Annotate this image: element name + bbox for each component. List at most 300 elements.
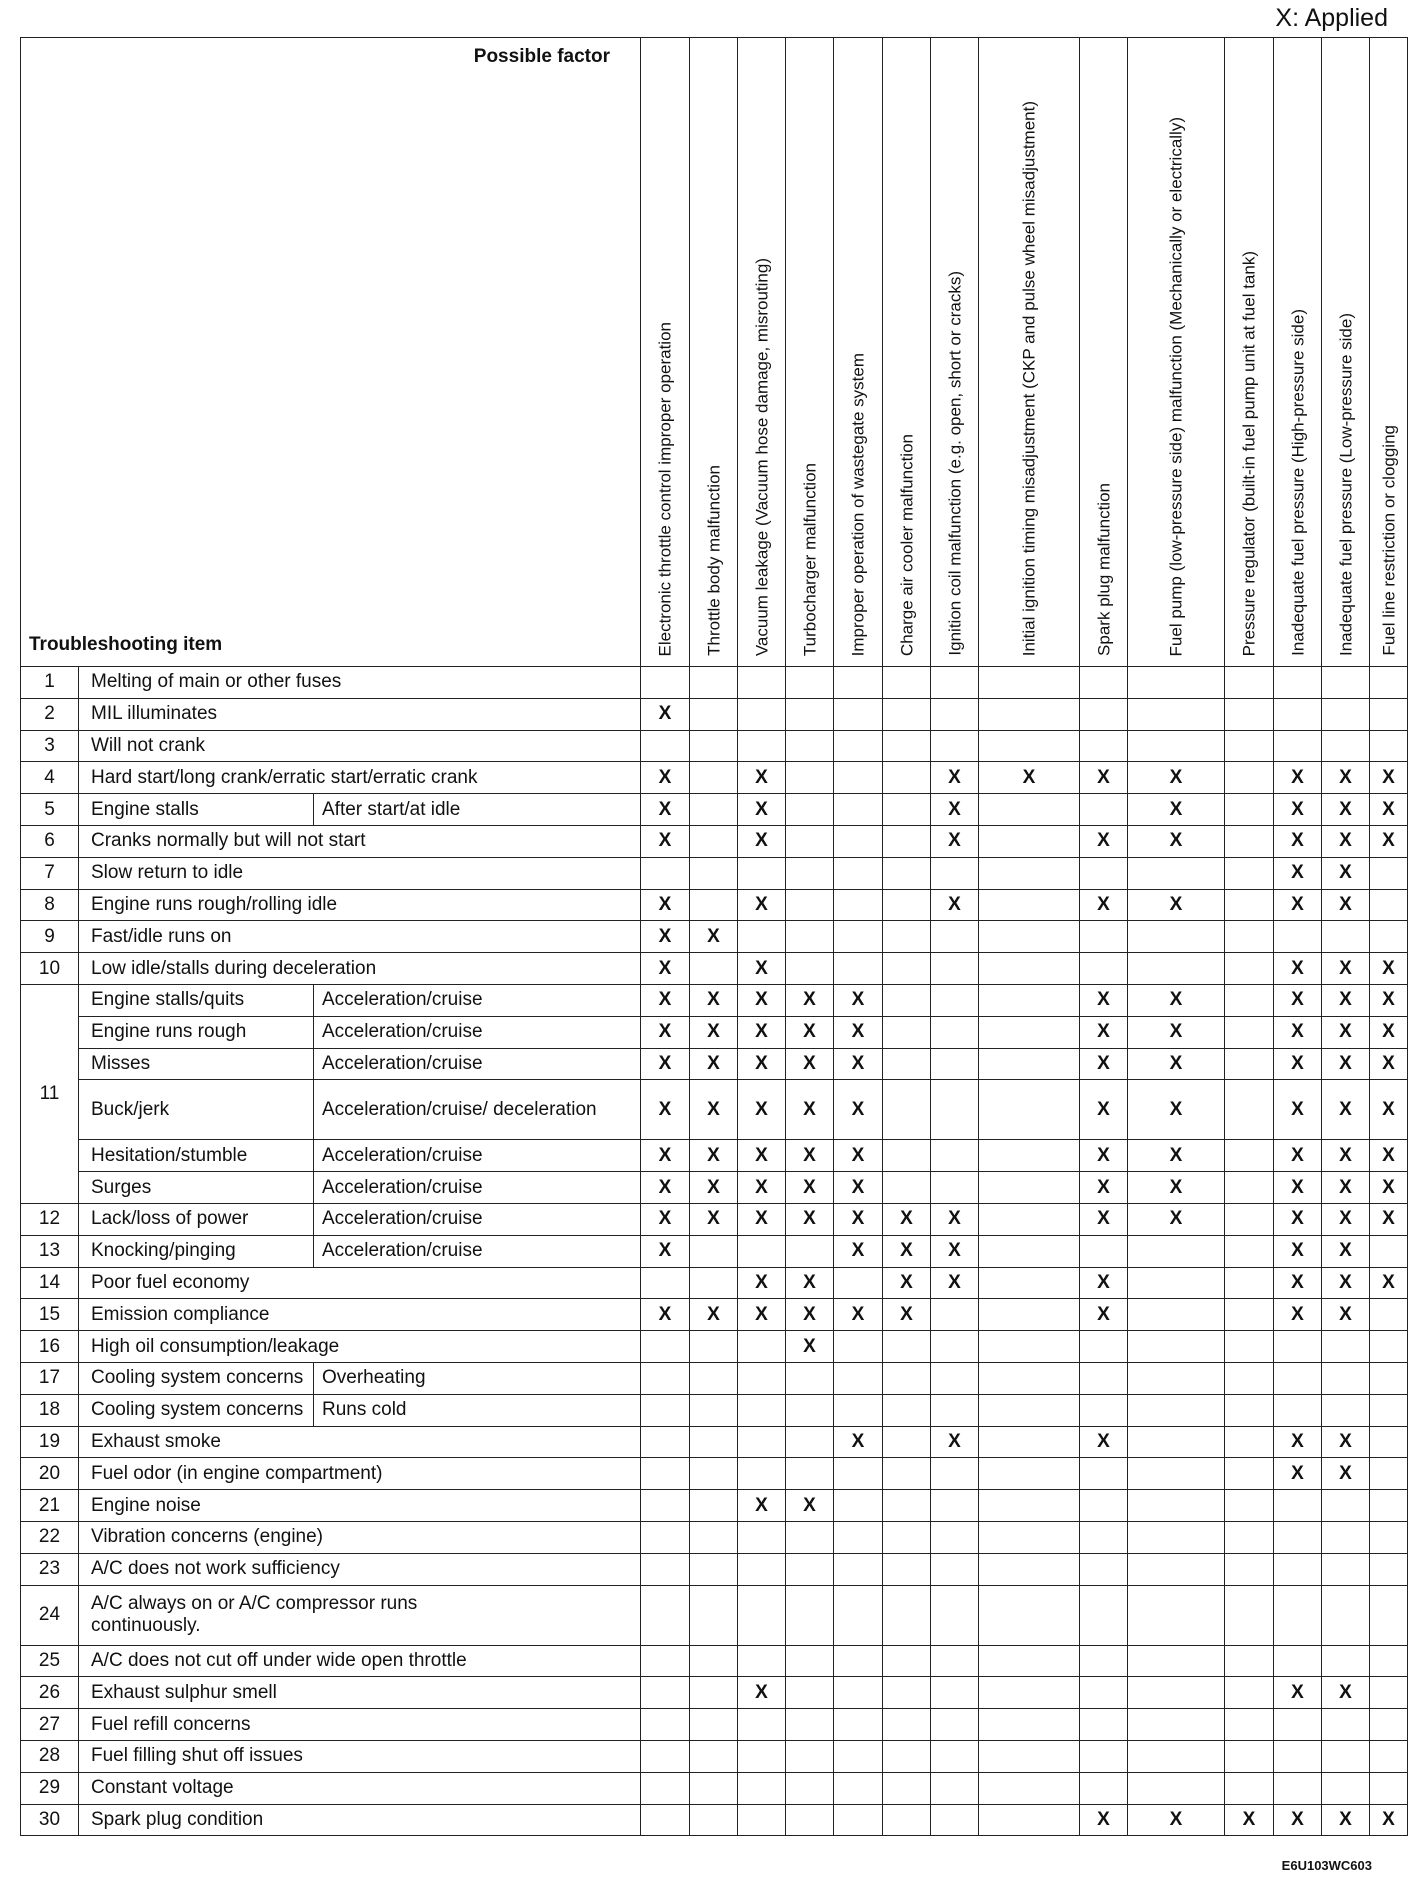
factor-mark-cell — [1370, 667, 1408, 699]
trouble-item: Will not crank — [79, 730, 641, 762]
row-number: 12 — [21, 1203, 79, 1235]
factor-mark-cell — [690, 1645, 738, 1677]
factor-mark-cell — [1370, 984, 1408, 1016]
factor-mark-cell — [738, 794, 786, 826]
factor-mark-cell — [786, 1585, 834, 1645]
applied-mark: X — [1097, 830, 1110, 852]
factor-mark-cell — [786, 825, 834, 857]
applied-mark: X — [1169, 1098, 1183, 1120]
applied-mark: X — [1169, 1144, 1183, 1166]
troubleshooting-table — [20, 37, 1408, 1836]
factor-mark-cell — [1322, 1267, 1370, 1299]
factor-mark-cell — [786, 1740, 834, 1772]
factor-mark-cell — [931, 1394, 979, 1426]
factor-label: Vacuum leakage (Vacuum hose damage, misrouting) — [752, 257, 771, 656]
factor-mark-cell — [1274, 1772, 1322, 1804]
factor-mark-cell — [1128, 1490, 1225, 1522]
factor-mark-cell — [834, 1362, 883, 1394]
applied-mark: X — [755, 830, 768, 852]
factor-mark-cell — [883, 984, 931, 1016]
troubleshooting-item-label: Troubleshooting item — [29, 634, 223, 655]
factor-mark-cell — [979, 1080, 1080, 1140]
applied-mark: X — [851, 1430, 865, 1452]
factor-mark-cell — [1225, 1804, 1274, 1836]
factor-mark-cell — [834, 1235, 883, 1267]
factor-mark-cell — [1128, 1772, 1225, 1804]
factor-mark-cell — [883, 1804, 931, 1836]
factor-mark-cell — [979, 1140, 1080, 1172]
applied-mark: X — [1097, 989, 1110, 1011]
applied-mark: X — [755, 1098, 768, 1120]
factor-mark-cell — [786, 730, 834, 762]
factor-mark-cell — [690, 1804, 738, 1836]
applied-mark: X — [851, 1098, 865, 1120]
applied-mark: X — [1097, 1021, 1110, 1043]
factor-mark-cell — [1274, 953, 1322, 985]
factor-mark-cell — [931, 1048, 979, 1080]
factor-mark-cell — [1322, 1426, 1370, 1458]
factor-mark-cell — [979, 1490, 1080, 1522]
factor-mark-cell — [834, 1331, 883, 1363]
factor-mark-cell — [1225, 1553, 1274, 1585]
applied-mark: X — [658, 1240, 672, 1262]
factor-mark-cell — [738, 1080, 786, 1140]
factor-mark-cell — [690, 1585, 738, 1645]
factor-mark-cell — [641, 1080, 690, 1140]
factor-mark-cell — [1225, 1080, 1274, 1140]
row-number: 2 — [21, 698, 79, 730]
factor-mark-cell — [834, 1490, 883, 1522]
applied-mark: X — [1339, 798, 1352, 820]
factor-mark-cell — [883, 1740, 931, 1772]
factor-mark-cell — [931, 1804, 979, 1836]
table-row — [21, 1267, 1408, 1299]
factor-mark-cell — [786, 1521, 834, 1553]
factor-mark-cell — [883, 1709, 931, 1741]
trouble-item: Cranks normally but will not start — [79, 825, 641, 857]
applied-mark: X — [1382, 1144, 1395, 1166]
factor-mark-cell — [641, 1709, 690, 1741]
factor-mark-cell — [641, 1645, 690, 1677]
applied-mark: X — [851, 1052, 865, 1074]
factor-mark-cell — [1274, 1172, 1322, 1204]
factor-mark-cell — [1128, 1235, 1225, 1267]
factor-mark-cell — [1080, 730, 1128, 762]
factor-mark-cell — [738, 1426, 786, 1458]
factor-mark-cell — [738, 1458, 786, 1490]
factor-mark-cell — [1274, 1267, 1322, 1299]
factor-mark-cell — [834, 1645, 883, 1677]
applied-mark: X — [658, 893, 672, 915]
factor-mark-cell — [834, 1048, 883, 1080]
factor-mark-cell — [979, 1553, 1080, 1585]
factor-mark-cell — [1225, 1267, 1274, 1299]
factor-header-5 — [834, 38, 883, 667]
factor-mark-cell — [786, 953, 834, 985]
factor-mark-cell — [979, 1426, 1080, 1458]
factor-mark-cell — [1225, 857, 1274, 889]
row-number: 21 — [21, 1490, 79, 1522]
factor-mark-cell — [1128, 1299, 1225, 1331]
factor-mark-cell — [786, 921, 834, 953]
applied-mark: X — [1291, 830, 1304, 852]
applied-mark: X — [1339, 893, 1352, 915]
factor-mark-cell — [1322, 1772, 1370, 1804]
factor-mark-cell — [931, 1677, 979, 1709]
factor-mark-cell — [883, 1172, 931, 1204]
factor-mark-cell — [641, 1458, 690, 1490]
factor-mark-cell — [738, 1645, 786, 1677]
factor-mark-cell — [1322, 1645, 1370, 1677]
applied-mark: X — [803, 1494, 816, 1516]
applied-mark: X — [1291, 1681, 1304, 1703]
row-number: 19 — [21, 1426, 79, 1458]
applied-mark: X — [803, 1098, 816, 1120]
factor-mark-cell — [883, 953, 931, 985]
factor-mark-cell — [690, 1709, 738, 1741]
factor-mark-cell — [641, 984, 690, 1016]
factor-mark-cell — [834, 1804, 883, 1836]
trouble-item: Spark plug condition — [79, 1804, 641, 1836]
factor-mark-cell — [641, 698, 690, 730]
factor-mark-cell — [883, 1267, 931, 1299]
applied-mark: X — [1097, 1098, 1110, 1120]
factor-mark-cell — [1225, 1362, 1274, 1394]
row-number: 24 — [21, 1585, 79, 1645]
factor-mark-cell — [883, 1585, 931, 1645]
trouble-condition: Runs cold — [314, 1394, 641, 1426]
factor-mark-cell — [690, 889, 738, 921]
factor-mark-cell — [1080, 1772, 1128, 1804]
factor-mark-cell — [690, 1521, 738, 1553]
factor-mark-cell — [1128, 1645, 1225, 1677]
factor-mark-cell — [1322, 1521, 1370, 1553]
applied-mark: X — [755, 1052, 768, 1074]
factor-mark-cell — [1370, 1521, 1408, 1553]
trouble-item: Melting of main or other fuses — [79, 667, 641, 699]
factor-mark-cell — [1128, 1016, 1225, 1048]
trouble-item: A/C always on or A/C compressor runs continuously. — [79, 1585, 641, 1645]
factor-mark-cell — [931, 1331, 979, 1363]
factor-mark-cell — [1274, 984, 1322, 1016]
applied-mark: X — [755, 1208, 768, 1230]
factor-mark-cell — [1225, 1709, 1274, 1741]
factor-mark-cell — [786, 1490, 834, 1522]
factor-mark-cell — [1274, 825, 1322, 857]
applied-mark: X — [851, 1144, 865, 1166]
applied-mark: X — [658, 703, 672, 725]
factor-mark-cell — [641, 1172, 690, 1204]
factor-mark-cell — [979, 667, 1080, 699]
factor-mark-cell — [1128, 889, 1225, 921]
factor-mark-cell — [738, 921, 786, 953]
row-number: 28 — [21, 1740, 79, 1772]
applied-mark: X — [1339, 830, 1352, 852]
factor-mark-cell — [931, 1458, 979, 1490]
factor-mark-cell — [931, 1772, 979, 1804]
factor-mark-cell — [786, 1203, 834, 1235]
applied-mark: X — [1169, 1208, 1183, 1230]
factor-mark-cell — [1080, 1553, 1128, 1585]
factor-label: Throttle body malfunction — [704, 465, 723, 656]
factor-mark-cell — [786, 762, 834, 794]
table-row — [21, 1426, 1408, 1458]
factor-mark-cell — [690, 1677, 738, 1709]
applied-mark: X — [1339, 1681, 1352, 1703]
factor-mark-cell — [641, 921, 690, 953]
factor-header-3 — [738, 38, 786, 667]
factor-mark-cell — [738, 1490, 786, 1522]
factor-mark-cell — [641, 1553, 690, 1585]
applied-mark: X — [900, 1303, 913, 1325]
factor-mark-cell — [738, 1203, 786, 1235]
applied-mark: X — [707, 1021, 720, 1043]
table-row — [21, 730, 1408, 762]
factor-mark-cell — [834, 984, 883, 1016]
factor-mark-cell — [1322, 1490, 1370, 1522]
table-row — [21, 667, 1408, 699]
applied-mark: X — [803, 1208, 816, 1230]
factor-mark-cell — [883, 1331, 931, 1363]
factor-mark-cell — [690, 1426, 738, 1458]
applied-mark: X — [1097, 1208, 1110, 1230]
applied-mark: X — [1291, 1271, 1304, 1293]
factor-mark-cell — [1128, 1521, 1225, 1553]
factor-mark-cell — [641, 1016, 690, 1048]
applied-mark: X — [1382, 766, 1395, 788]
factor-mark-cell — [1225, 1203, 1274, 1235]
factor-mark-cell — [1322, 857, 1370, 889]
factor-mark-cell — [786, 1394, 834, 1426]
applied-mark: X — [755, 1494, 768, 1516]
applied-mark: X — [1169, 1176, 1183, 1198]
applied-mark: X — [1339, 1430, 1352, 1452]
factor-mark-cell — [834, 667, 883, 699]
factor-mark-cell — [690, 762, 738, 794]
factor-mark-cell — [1128, 794, 1225, 826]
applied-mark: X — [1339, 1098, 1352, 1120]
applied-mark: X — [900, 1271, 913, 1293]
factor-mark-cell — [738, 889, 786, 921]
applied-mark: X — [1382, 798, 1395, 820]
factor-mark-cell — [834, 1172, 883, 1204]
factor-mark-cell — [1322, 1331, 1370, 1363]
applied-mark: X — [1097, 1430, 1110, 1452]
applied-mark: X — [658, 957, 672, 979]
applied-mark: X — [1339, 989, 1352, 1011]
factor-mark-cell — [979, 1521, 1080, 1553]
factor-mark-cell — [834, 730, 883, 762]
factor-mark-cell — [786, 667, 834, 699]
factor-mark-cell — [1370, 1553, 1408, 1585]
applied-mark: X — [1291, 1021, 1304, 1043]
table-row — [21, 1048, 1408, 1080]
factor-mark-cell — [786, 1172, 834, 1204]
factor-mark-cell — [1274, 1203, 1322, 1235]
factor-mark-cell — [931, 1080, 979, 1140]
trouble-item: Fast/idle runs on — [79, 921, 641, 953]
factor-mark-cell — [1080, 1048, 1128, 1080]
applied-mark: X — [755, 1021, 768, 1043]
factor-mark-cell — [979, 1585, 1080, 1645]
factor-mark-cell — [738, 1048, 786, 1080]
factor-mark-cell — [931, 762, 979, 794]
factor-mark-cell — [1370, 1394, 1408, 1426]
applied-mark: X — [1382, 1271, 1395, 1293]
factor-mark-cell — [1370, 1772, 1408, 1804]
factor-mark-cell — [641, 1585, 690, 1645]
table-row — [21, 953, 1408, 985]
factor-mark-cell — [834, 1016, 883, 1048]
factor-mark-cell — [1128, 1331, 1225, 1363]
applied-mark: X — [948, 830, 961, 852]
factor-mark-cell — [641, 1362, 690, 1394]
applied-mark: X — [1339, 1021, 1352, 1043]
table-row — [21, 857, 1408, 889]
factor-mark-cell — [1370, 730, 1408, 762]
factor-mark-cell — [1274, 1458, 1322, 1490]
factor-mark-cell — [883, 1458, 931, 1490]
factor-mark-cell — [1080, 698, 1128, 730]
factor-mark-cell — [931, 953, 979, 985]
factor-mark-cell — [1274, 921, 1322, 953]
factor-mark-cell — [1128, 1585, 1225, 1645]
factor-mark-cell — [1080, 1458, 1128, 1490]
trouble-item: Surges — [79, 1172, 314, 1204]
factor-mark-cell — [834, 1267, 883, 1299]
factor-mark-cell — [1274, 1299, 1322, 1331]
factor-mark-cell — [1370, 1048, 1408, 1080]
applied-mark: X — [707, 1098, 720, 1120]
factor-mark-cell — [1370, 1267, 1408, 1299]
factor-mark-cell — [641, 1235, 690, 1267]
factor-mark-cell — [1225, 984, 1274, 1016]
applied-mark: X — [658, 1144, 672, 1166]
applied-mark: X — [707, 989, 720, 1011]
possible-factor-label: Possible factor — [473, 46, 610, 67]
factor-mark-cell — [786, 1772, 834, 1804]
factor-mark-cell — [1322, 1203, 1370, 1235]
factor-mark-cell — [1225, 1140, 1274, 1172]
table-row — [21, 1299, 1408, 1331]
applied-mark: X — [1097, 1052, 1110, 1074]
factor-mark-cell — [1128, 953, 1225, 985]
factor-mark-cell — [786, 1362, 834, 1394]
factor-mark-cell — [690, 1331, 738, 1363]
factor-mark-cell — [1128, 730, 1225, 762]
factor-mark-cell — [1370, 953, 1408, 985]
trouble-condition: Acceleration/cruise/ deceleration — [314, 1080, 641, 1140]
factor-mark-cell — [834, 825, 883, 857]
trouble-item: Poor fuel economy — [79, 1267, 641, 1299]
factor-mark-cell — [738, 984, 786, 1016]
factor-mark-cell — [979, 1048, 1080, 1080]
factor-mark-cell — [738, 1394, 786, 1426]
trouble-item: Engine runs rough — [79, 1016, 314, 1048]
factor-mark-cell — [1322, 667, 1370, 699]
factor-mark-cell — [931, 1299, 979, 1331]
factor-mark-cell — [1322, 889, 1370, 921]
trouble-condition: Acceleration/cruise — [314, 1203, 641, 1235]
factor-mark-cell — [1274, 1490, 1322, 1522]
applied-mark: X — [1169, 766, 1183, 788]
factor-mark-cell — [738, 1585, 786, 1645]
factor-mark-cell — [1080, 1490, 1128, 1522]
table-row — [21, 1645, 1408, 1677]
applied-mark: X — [1291, 1144, 1304, 1166]
factor-mark-cell — [641, 1267, 690, 1299]
applied-mark: X — [1291, 1303, 1304, 1325]
factor-mark-cell — [1274, 1709, 1322, 1741]
factor-label: Pressure regulator (built-in fuel pump unit at fuel tank) — [1239, 250, 1259, 656]
factor-mark-cell — [931, 825, 979, 857]
factor-mark-cell — [1225, 1394, 1274, 1426]
row-number: 30 — [21, 1804, 79, 1836]
factor-mark-cell — [979, 1331, 1080, 1363]
trouble-condition: Acceleration/cruise — [314, 1235, 641, 1267]
factor-mark-cell — [883, 1490, 931, 1522]
factor-mark-cell — [1370, 1016, 1408, 1048]
factor-mark-cell — [1370, 698, 1408, 730]
factor-mark-cell — [641, 1521, 690, 1553]
applied-mark: X — [900, 1208, 913, 1230]
factor-mark-cell — [1274, 1740, 1322, 1772]
factor-mark-cell — [1274, 1521, 1322, 1553]
factor-mark-cell — [1274, 1235, 1322, 1267]
factor-mark-cell — [1225, 953, 1274, 985]
applied-mark: X — [755, 957, 768, 979]
factor-mark-cell — [786, 698, 834, 730]
trouble-item: Engine stalls/quits — [79, 984, 314, 1016]
factor-mark-cell — [786, 1080, 834, 1140]
applied-mark: X — [1097, 1144, 1110, 1166]
factor-mark-cell — [1274, 794, 1322, 826]
trouble-item: Fuel refill concerns — [79, 1709, 641, 1741]
applied-mark: X — [755, 989, 768, 1011]
row-number: 25 — [21, 1645, 79, 1677]
factor-mark-cell — [1370, 889, 1408, 921]
applied-mark: X — [1097, 766, 1110, 788]
factor-mark-cell — [883, 1645, 931, 1677]
trouble-item: A/C does not cut off under wide open throttle — [79, 1645, 641, 1677]
factor-mark-cell — [1128, 1426, 1225, 1458]
applied-mark: X — [707, 1144, 720, 1166]
factor-mark-cell — [979, 1645, 1080, 1677]
factor-mark-cell — [1274, 1804, 1322, 1836]
factor-mark-cell — [979, 1016, 1080, 1048]
factor-label: Turbocharger malfunction — [800, 462, 819, 656]
factor-header-13 — [1322, 38, 1370, 667]
applied-mark: X — [851, 1176, 865, 1198]
factor-mark-cell — [834, 1585, 883, 1645]
table-row — [21, 1521, 1408, 1553]
factor-mark-cell — [979, 730, 1080, 762]
factor-mark-cell — [1370, 1172, 1408, 1204]
factor-label: Inadequate fuel pressure (Low-pressure side) — [1336, 312, 1355, 656]
applied-mark: X — [658, 1208, 672, 1230]
applied-mark: X — [755, 1681, 768, 1703]
trouble-item: Engine runs rough/rolling idle — [79, 889, 641, 921]
factor-mark-cell — [1225, 1048, 1274, 1080]
factor-mark-cell — [1128, 1172, 1225, 1204]
factor-mark-cell — [1274, 1080, 1322, 1140]
factor-mark-cell — [979, 1677, 1080, 1709]
applied-mark: X — [851, 1303, 865, 1325]
applied-mark: X — [1339, 957, 1352, 979]
factor-mark-cell — [834, 794, 883, 826]
factor-mark-cell — [834, 953, 883, 985]
factor-mark-cell — [738, 1772, 786, 1804]
